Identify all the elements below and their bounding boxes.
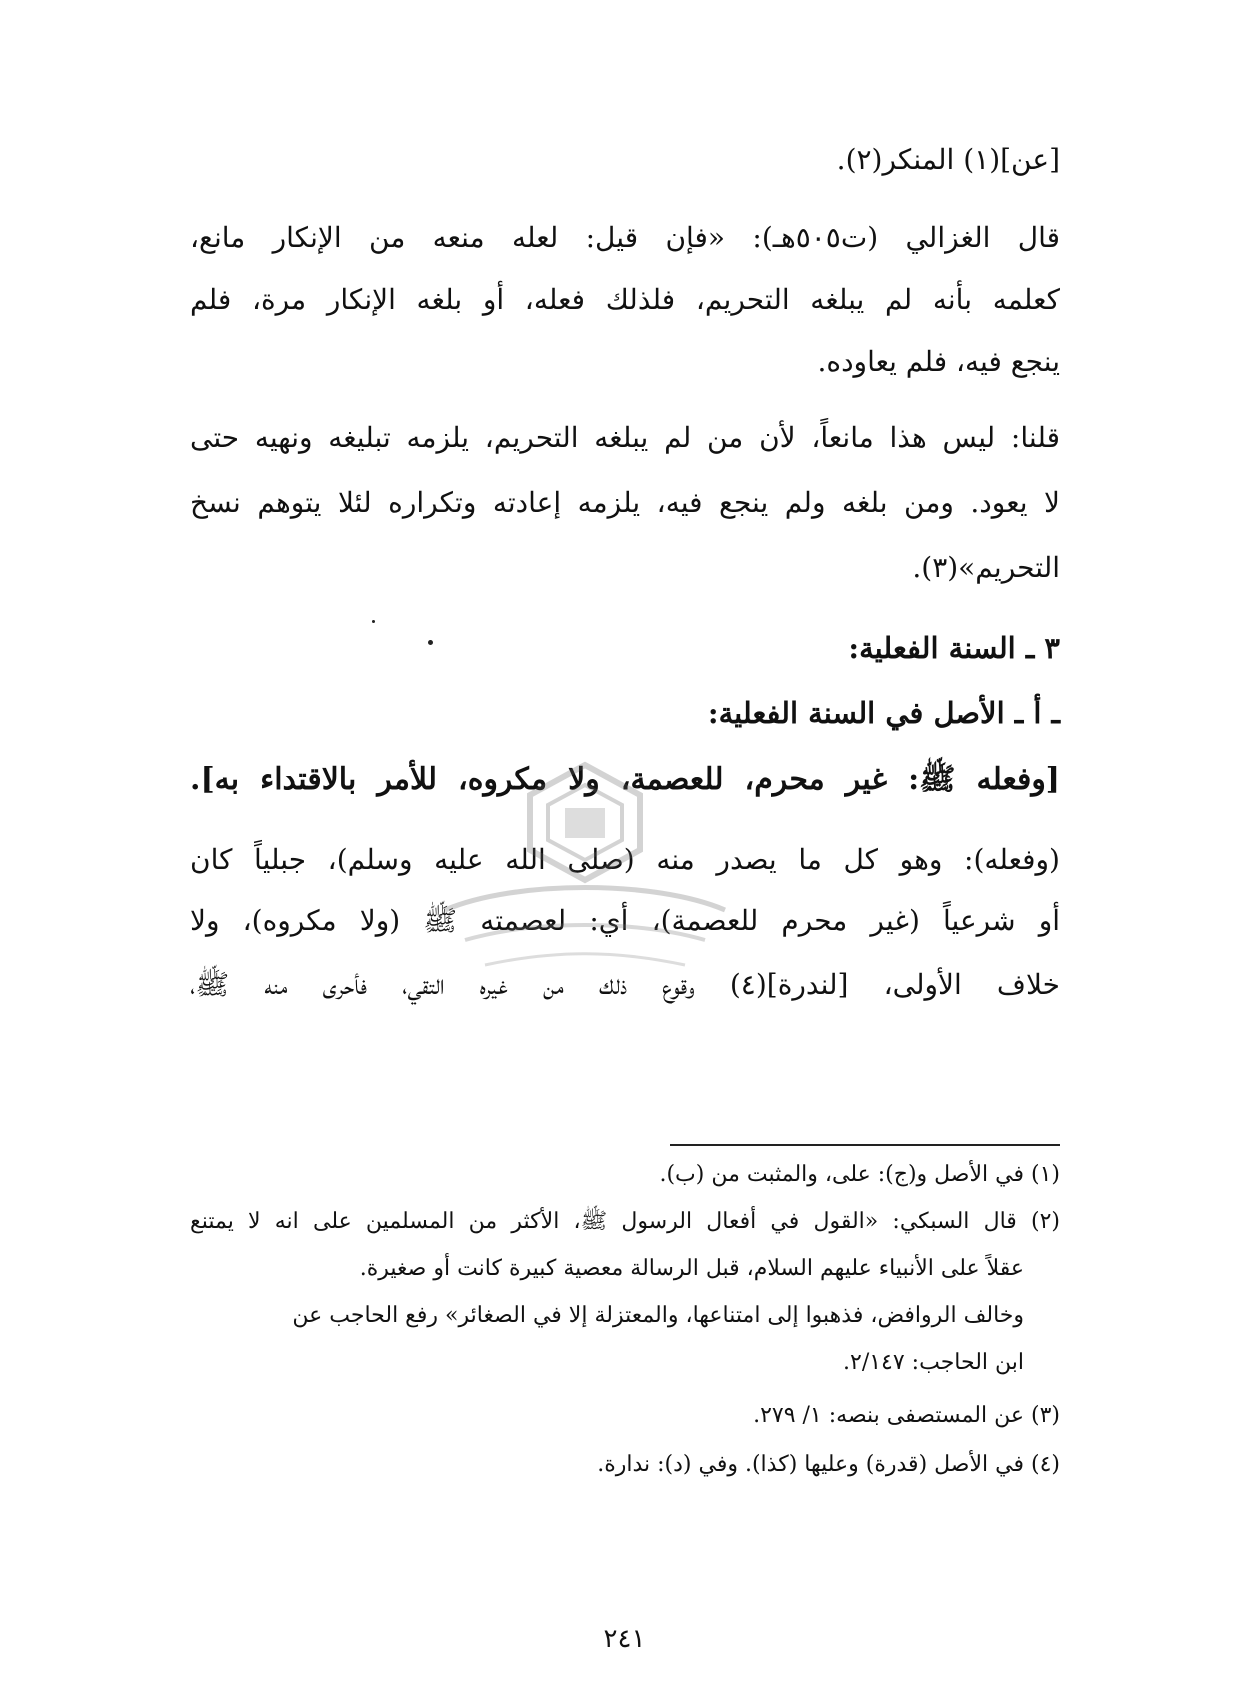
- footnote-continuation: عقلاً على الأنبياء عليهم السلام، قبل الرسالة معصية كبيرة كانت أو صغيرة.: [359, 1256, 1024, 1281]
- rule-statement: [وفعله ﷺ: غير محرم، للعصمة، ولا مكروه، للأمر بالاقتداء به].: [190, 762, 1060, 797]
- paragraph-line: لا يعود. ومن بلغه ولم ينجع فيه، يلزمه إعادته وتكراره لئلا يتوهم نسخ: [190, 486, 1060, 519]
- paragraph-line: خلاف الأولى، [لندرة](٤) وقوع ذلك من غيره التقي، فأحرى منه ﷺ،: [190, 968, 1060, 1001]
- footnote-continuation: وخالف الروافض، فذهبوا إلى امتناعها، والمعتزلة إلا في الصغائر» رفع الحاجب عن: [292, 1303, 1024, 1328]
- page-number: ٢٤١: [603, 1624, 646, 1654]
- paragraph-line: ينجع فيه، فلم يعاوده.: [817, 345, 1060, 378]
- footnote: (٢) قال السبكي: «القول في أفعال الرسول ﷺ، الأكثر من المسلمين على انه لا يمتنع: [190, 1209, 1060, 1234]
- footnote: (٣) عن المستصفى بنصه: ١/ ٢٧٩.: [753, 1403, 1060, 1428]
- paragraph-line: كعلمه بأنه لم يبلغه التحريم، فلذلك فعله، أو بلغه الإنكار مرة، فلم: [190, 283, 1061, 316]
- subsection-heading: ـ أ ـ الأصل في السنة الفعلية:: [707, 696, 1060, 730]
- footnote-continuation: ابن الحاجب: ٢/١٤٧.: [843, 1350, 1024, 1375]
- scan-speck: [372, 620, 375, 623]
- paragraph-line: أو شرعياً (غير محرم للعصمة)، أي: لعصمته ﷺ (ولا مكروه)، ولا: [190, 904, 1060, 937]
- paragraph-line: التحريم»(٣).: [912, 551, 1060, 584]
- paragraph-line: قلنا: ليس هذا مانعاً، لأن من لم يبلغه التحريم، يلزمه تبليغه ونهيه حتى: [190, 421, 1060, 454]
- scan-speck: [428, 640, 433, 645]
- library-stamp-watermark: [425, 760, 745, 990]
- section-heading: ٣ ـ السنة الفعلية:: [848, 631, 1060, 665]
- footnote: (٤) في الأصل (قدرة) وعليها (كذا). وفي (د): ندارة.: [597, 1452, 1060, 1477]
- footnote: (١) في الأصل و(ج): على، والمثبت من (ب).: [659, 1162, 1060, 1187]
- paragraph-line: [عن](١) المنكر(٢).: [836, 143, 1060, 176]
- paragraph-line: (وفعله): وهو كل ما يصدر منه (صلى الله عليه وسلم)، جبلياً كان: [190, 843, 1060, 876]
- paragraph-line: قال الغزالي (ت٥٠٥هـ): «فإن قيل: لعله منعه من الإنكار مانع،: [190, 221, 1060, 254]
- footnote-separator: [670, 1144, 1060, 1146]
